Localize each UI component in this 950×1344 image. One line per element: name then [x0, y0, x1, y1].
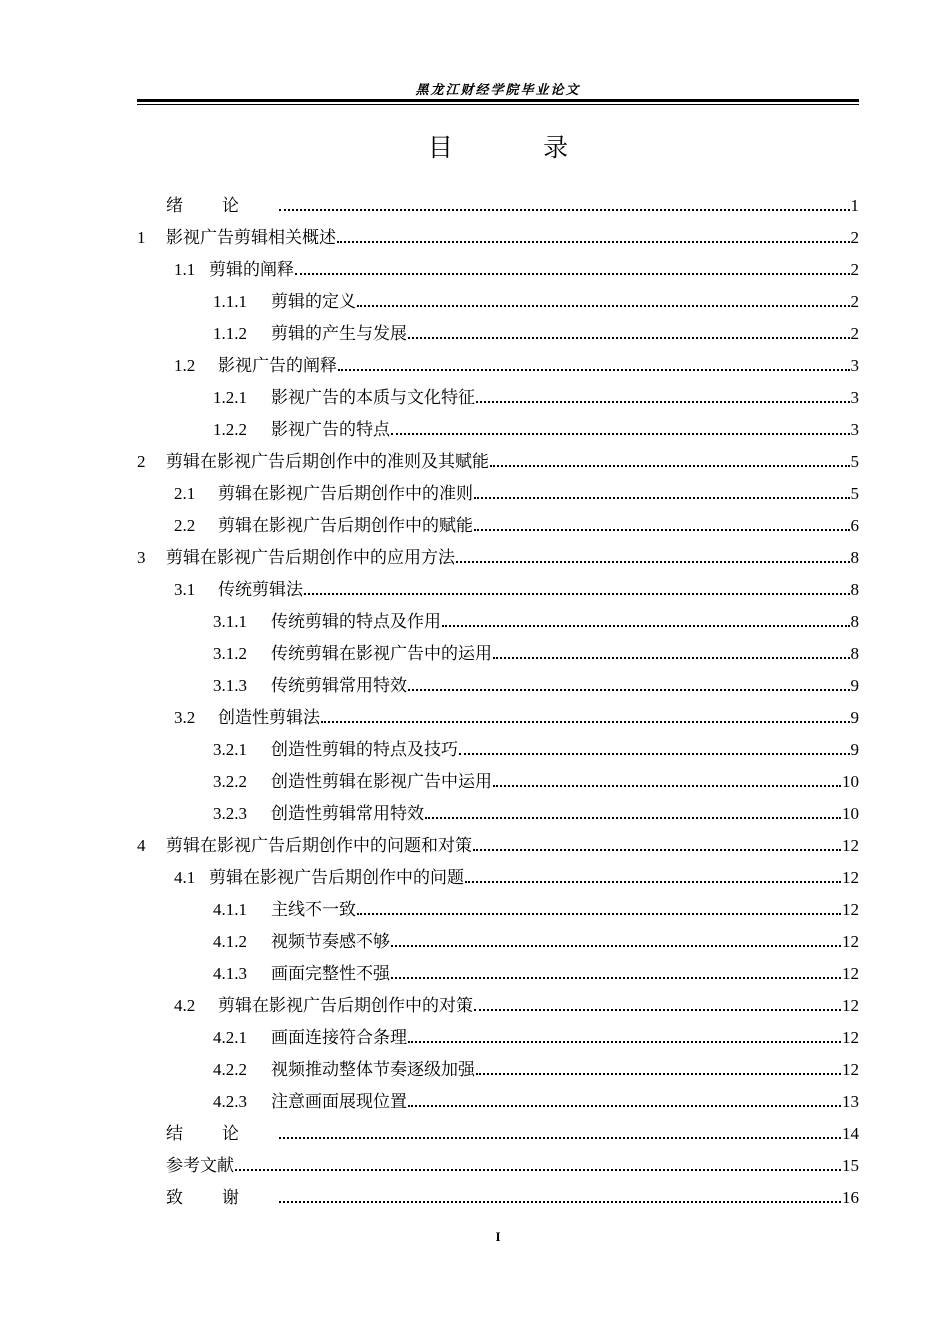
toc-entry[interactable] [137, 382, 859, 414]
dot-leader [473, 848, 841, 851]
toc-entry-page: 10 [842, 772, 859, 791]
toc-entry-number: 3 [137, 548, 146, 567]
toc-entry-page: 8 [850, 580, 859, 599]
toc-entry-page: 16 [842, 1188, 859, 1207]
toc-entry[interactable] [137, 702, 859, 734]
toc-entry-label: 创造性剪辑在影视广告中运用 [271, 772, 492, 791]
toc-entry-number: 2.1 [174, 484, 196, 503]
header-rule-thin [137, 104, 859, 105]
toc-entry-page: 9 [850, 740, 859, 759]
dot-leader [493, 656, 850, 659]
toc-entry-number: 1.1.2 [213, 324, 247, 343]
toc-entry-label: 剪辑的阐释 [209, 260, 294, 279]
toc-entry[interactable] [137, 1022, 859, 1054]
toc-entry-page: 12 [842, 932, 859, 951]
toc-entry-page: 8 [850, 644, 859, 663]
toc-entry-label: 参考文献 [166, 1156, 234, 1175]
toc-title: 目 录 [427, 135, 611, 162]
toc-entry-page: 2 [850, 228, 859, 247]
toc-entry[interactable] [137, 958, 859, 990]
toc-entry-number: 3.2.2 [213, 772, 247, 791]
toc-entry-number: 4.2.1 [213, 1028, 247, 1047]
dot-leader [459, 752, 850, 755]
toc-entry-number: 4.2.2 [213, 1060, 247, 1079]
toc-entry-page: 9 [850, 708, 859, 727]
dot-leader [425, 816, 841, 819]
dot-leader [321, 720, 850, 723]
toc-entry-label: 致谢 [166, 1188, 278, 1207]
dot-leader [337, 240, 850, 243]
toc-entry-page: 15 [842, 1156, 859, 1175]
dot-leader [474, 1008, 841, 1011]
page-number: I [495, 1229, 501, 1244]
toc-entry[interactable] [137, 286, 859, 318]
dot-leader [391, 432, 850, 435]
toc-entry[interactable] [137, 190, 859, 222]
dot-leader [442, 624, 850, 627]
toc-entry-label: 传统剪辑常用特效 [271, 676, 407, 695]
toc-entry[interactable] [137, 606, 859, 638]
toc-entry-label: 视频节奏感不够 [271, 932, 390, 951]
toc-entry-label: 剪辑在影视广告后期创作中的对策 [218, 996, 473, 1015]
toc-entry-label: 影视广告的阐释 [218, 356, 337, 375]
toc-entry-label: 主线不一致 [271, 900, 356, 919]
toc-entry-label: 剪辑的产生与发展 [271, 324, 407, 343]
toc-entry-number: 1.1.1 [213, 292, 247, 311]
dot-leader [490, 464, 850, 467]
toc-entry-page: 13 [842, 1092, 859, 1111]
toc-entry[interactable] [137, 990, 859, 1022]
dot-leader [408, 1104, 841, 1107]
toc-entry[interactable] [137, 1182, 859, 1214]
toc-entry-label: 传统剪辑法 [218, 580, 303, 599]
toc-entry-number: 4.2 [174, 996, 196, 1015]
toc-entry-number: 1.1 [174, 260, 196, 279]
dot-leader [279, 1136, 841, 1139]
dot-leader [456, 560, 850, 563]
toc-entry-page: 1 [850, 196, 859, 215]
toc-entry-label: 影视广告剪辑相关概述 [166, 228, 336, 247]
toc-entry[interactable] [137, 926, 859, 958]
toc-entry-label: 绪论 [166, 196, 278, 215]
toc-entry[interactable] [137, 1150, 859, 1182]
toc-entry-number: 3.1.2 [213, 644, 247, 663]
toc-entry-number: 4.2.3 [213, 1092, 247, 1111]
toc-entry-label: 剪辑在影视广告后期创作中的准则 [218, 484, 473, 503]
toc-entry[interactable] [137, 1086, 859, 1118]
document-header: 黑龙江财经学院毕业论文 [415, 82, 581, 97]
toc-entry-number: 1 [137, 228, 146, 247]
toc-entry-number: 3.2.1 [213, 740, 247, 759]
toc-entry-number: 3.1.1 [213, 612, 247, 631]
toc-entry-number: 3.2.3 [213, 804, 247, 823]
toc-entry-label: 剪辑在影视广告后期创作中的准则及其赋能 [166, 452, 489, 471]
toc-entry-page: 10 [842, 804, 859, 823]
toc-entry-number: 4.1.2 [213, 932, 247, 951]
toc-entry-page: 12 [842, 964, 859, 983]
toc-entry-label: 影视广告的本质与文化特征 [271, 388, 475, 407]
dot-leader [304, 592, 850, 595]
toc-entry[interactable] [137, 766, 859, 798]
toc-entry[interactable] [137, 1054, 859, 1086]
toc-entry-label: 传统剪辑的特点及作用 [271, 612, 441, 631]
toc-entry[interactable] [137, 318, 859, 350]
toc-entry-page: 5 [850, 452, 859, 471]
toc-entry-page: 5 [850, 484, 859, 503]
header-rule-thick [137, 99, 859, 102]
toc-entry[interactable] [137, 478, 859, 510]
dot-leader [235, 1168, 841, 1171]
toc-entry-page: 12 [842, 836, 859, 855]
toc-entry-number: 3.1.3 [213, 676, 247, 695]
toc-entry[interactable] [137, 350, 859, 382]
dot-leader [465, 880, 841, 883]
dot-leader [279, 1200, 841, 1203]
toc-entry[interactable] [137, 798, 859, 830]
dot-leader [295, 272, 850, 275]
toc-entry-page: 12 [842, 1060, 859, 1079]
toc-entry-label: 画面完整性不强 [271, 964, 390, 983]
toc-entry-label: 结论 [166, 1124, 278, 1143]
toc-entry[interactable] [137, 446, 859, 478]
dot-leader [474, 528, 850, 531]
dot-leader [279, 208, 850, 211]
toc-entry-label: 创造性剪辑法 [218, 708, 320, 727]
toc-entry-number: 1.2.1 [213, 388, 247, 407]
toc-entry-number: 4.1.3 [213, 964, 247, 983]
dot-leader [408, 336, 850, 339]
toc-entry-number: 2 [137, 452, 146, 471]
dot-leader [474, 496, 850, 499]
toc-entry-number: 1.2.2 [213, 420, 247, 439]
toc-entry[interactable] [137, 254, 859, 286]
toc-entry-page: 9 [850, 676, 859, 695]
dot-leader [493, 784, 841, 787]
toc-entry-label: 视频推动整体节奏逐级加强 [271, 1060, 475, 1079]
toc-entry-label: 画面连接符合条理 [271, 1028, 407, 1047]
toc-entry-page: 2 [850, 292, 859, 311]
toc-entry[interactable] [137, 894, 859, 926]
dot-leader [476, 400, 850, 403]
dot-leader [357, 912, 841, 915]
toc-entry-label: 剪辑的定义 [271, 292, 356, 311]
toc-entry-page: 2 [850, 324, 859, 343]
toc-entry-label: 注意画面展现位置 [271, 1092, 407, 1111]
toc-entry-page: 12 [842, 996, 859, 1015]
toc-entry-page: 12 [842, 1028, 859, 1047]
toc-entry-page: 12 [842, 868, 859, 887]
dot-leader [408, 1040, 841, 1043]
dot-leader [391, 944, 841, 947]
toc-entry[interactable] [137, 510, 859, 542]
toc-entry[interactable] [137, 670, 859, 702]
toc-entry-page: 3 [850, 420, 859, 439]
toc-entry-label: 传统剪辑在影视广告中的运用 [271, 644, 492, 663]
toc-entry-page: 3 [850, 356, 859, 375]
toc-entry-page: 6 [850, 516, 859, 535]
dot-leader [391, 976, 841, 979]
toc-entry-number: 1.2 [174, 356, 196, 375]
toc-entry-number: 4.1 [174, 868, 196, 887]
dot-leader [338, 368, 850, 371]
toc-entry-page: 8 [850, 612, 859, 631]
toc-entry-page: 12 [842, 900, 859, 919]
toc-entry[interactable] [137, 830, 859, 862]
toc-entry-page: 8 [850, 548, 859, 567]
toc-entry[interactable] [137, 222, 859, 254]
toc-entry-page: 3 [850, 388, 859, 407]
toc-entry[interactable] [137, 542, 859, 574]
toc-entry[interactable] [137, 414, 859, 446]
toc-entry-number: 2.2 [174, 516, 196, 535]
toc-entry-page: 2 [850, 260, 859, 279]
toc-entry-number: 4.1.1 [213, 900, 247, 919]
toc-entry-number: 3.2 [174, 708, 196, 727]
toc-entry-label: 剪辑在影视广告后期创作中的应用方法 [166, 548, 455, 567]
toc-entry[interactable] [137, 862, 859, 894]
toc-entry-label: 创造性剪辑常用特效 [271, 804, 424, 823]
toc-entry-label: 剪辑在影视广告后期创作中的赋能 [218, 516, 473, 535]
toc-entry-label: 剪辑在影视广告后期创作中的问题 [209, 868, 464, 887]
toc-entry[interactable] [137, 734, 859, 766]
toc-entry-number: 3.1 [174, 580, 196, 599]
toc-entry[interactable] [137, 638, 859, 670]
toc-entry[interactable] [137, 1118, 859, 1150]
toc-entry-label: 剪辑在影视广告后期创作中的问题和对策 [166, 836, 472, 855]
dot-leader [408, 688, 850, 691]
toc-entry[interactable] [137, 574, 859, 606]
toc-entry-page: 14 [842, 1124, 859, 1143]
dot-leader [357, 304, 850, 307]
table-of-contents [137, 190, 859, 1214]
dot-leader [476, 1072, 841, 1075]
toc-entry-label: 影视广告的特点 [271, 420, 390, 439]
toc-entry-label: 创造性剪辑的特点及技巧 [271, 740, 458, 759]
toc-entry-number: 4 [137, 836, 146, 855]
